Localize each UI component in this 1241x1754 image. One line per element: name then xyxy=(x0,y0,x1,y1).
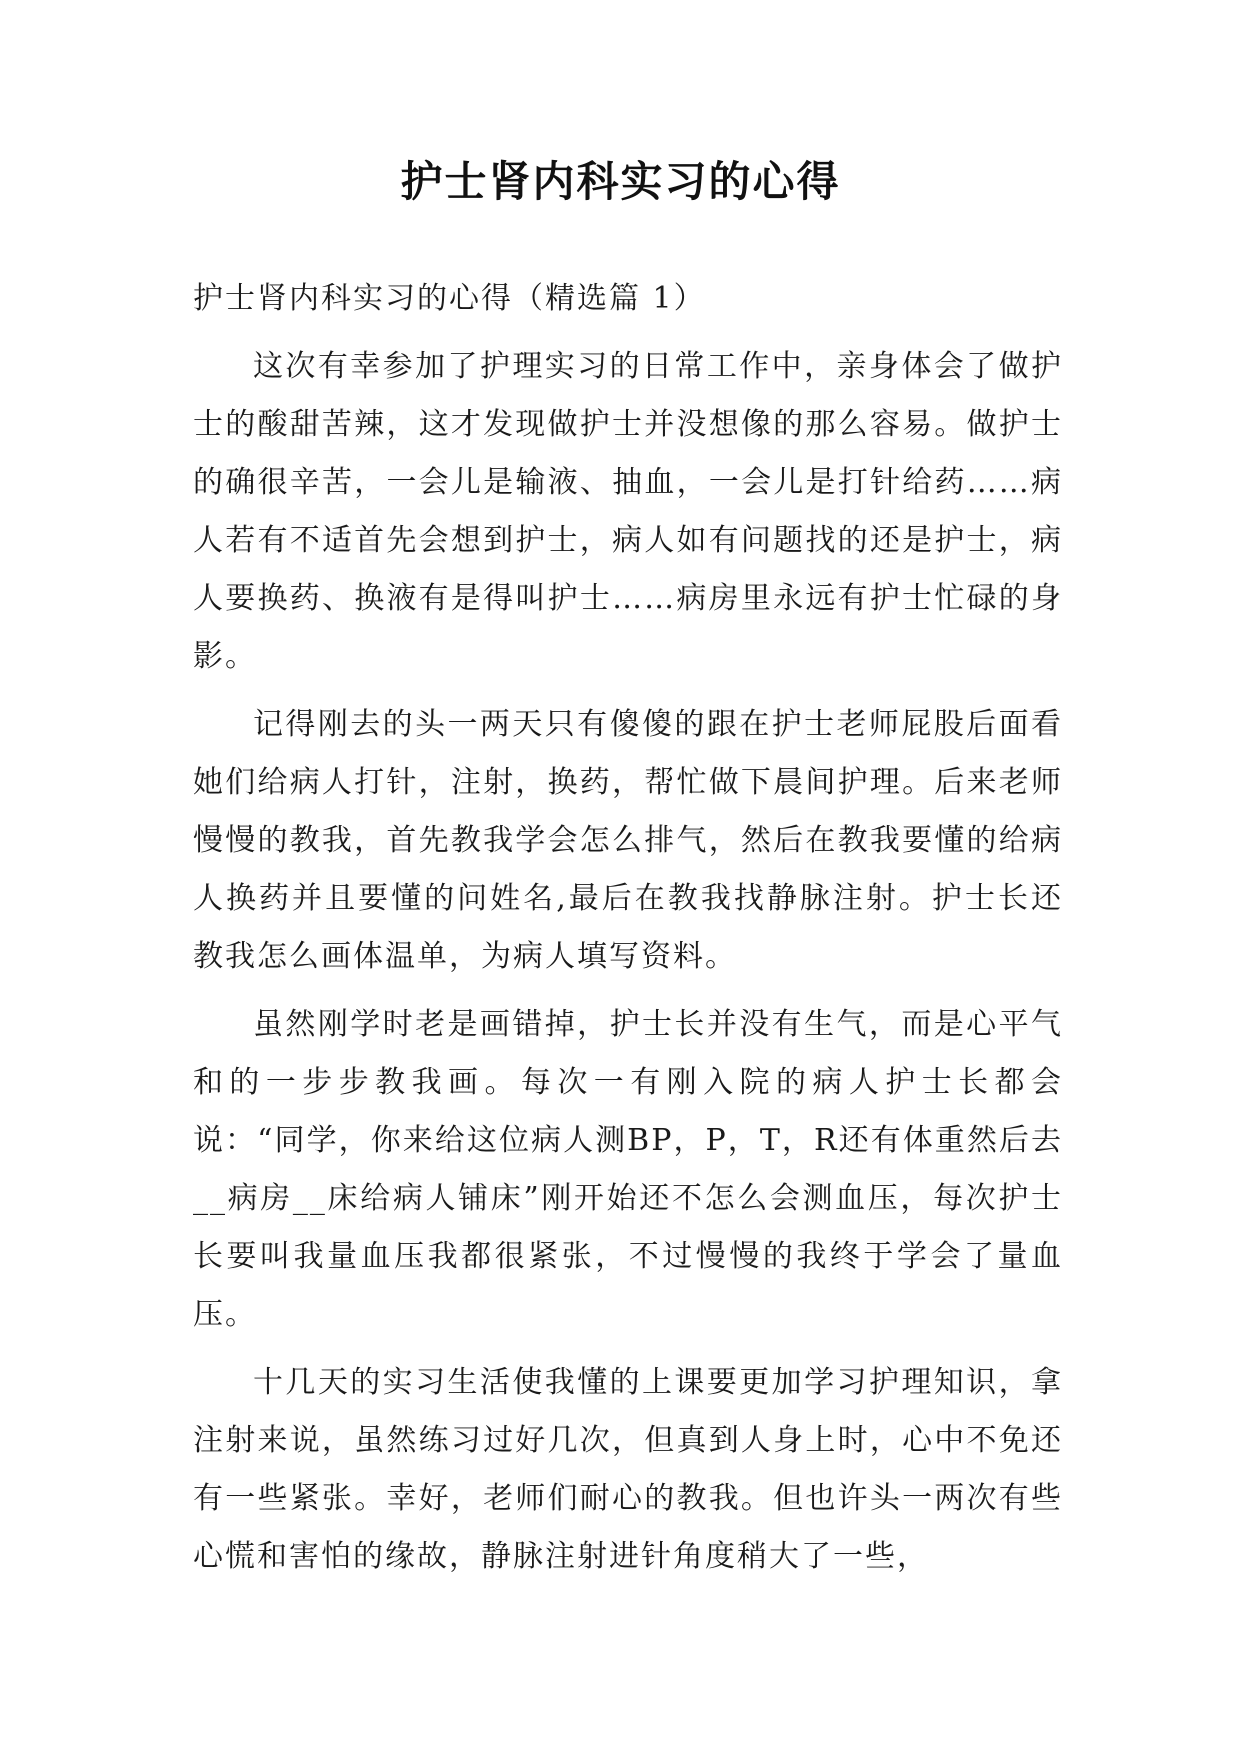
document-body xyxy=(193,270,1063,1596)
paragraph-3: 虽然刚学时老是画错掉，护士长并没有生气，而是心平气和的一步步教我画。每次一有刚入院的病人护士长都会说：“同学，你来给这位病人测BP，P，T，R还有体重然后去__病房__床给病人铺床”刚开始还不怎么会测血压，每次护士长要叫我量血压我都很紧张，不过慢慢的我终于学会了量血压。 xyxy=(193,1007,1063,1332)
paragraph-1: 这次有幸参加了护理实习的日常工作中，亲身体会了做护士的酸甜苦辣，这才发现做护士并没想像的那么容易。做护士的确很辛苦，一会儿是输液、抽血，一会儿是打针给药……病人若有不适首先会想到护士，病人如有问题找的还是护士，病人要换药、换液有是得叫护士……病房里永远有护士忙碌的身影。 xyxy=(193,349,1063,674)
paragraph-4: 十几天的实习生活使我懂的上课要更加学习护理知识，拿注射来说，虽然练习过好几次，但真到人身上时，心中不免还有一些紧张。幸好，老师们耐心的教我。但也许头一两次有些心慌和害怕的缘故，静脉注射进针角度稍大了一些， xyxy=(193,1365,1063,1574)
paragraph-2: 记得刚去的头一两天只有傻傻的跟在护士老师屁股后面看她们给病人打针，注射，换药，帮忙做下晨间护理。后来老师慢慢的教我，首先教我学会怎么排气，然后在教我要懂的给病人换药并且要懂的问姓名,最后在教我找静脉注射。护士长还教我怎么画体温单，为病人填写资料。 xyxy=(193,707,1063,974)
document-title: 护士肾内科实习的心得 xyxy=(400,157,841,206)
section-heading: 护士肾内科实习的心得（精选篇 1） xyxy=(193,281,706,316)
